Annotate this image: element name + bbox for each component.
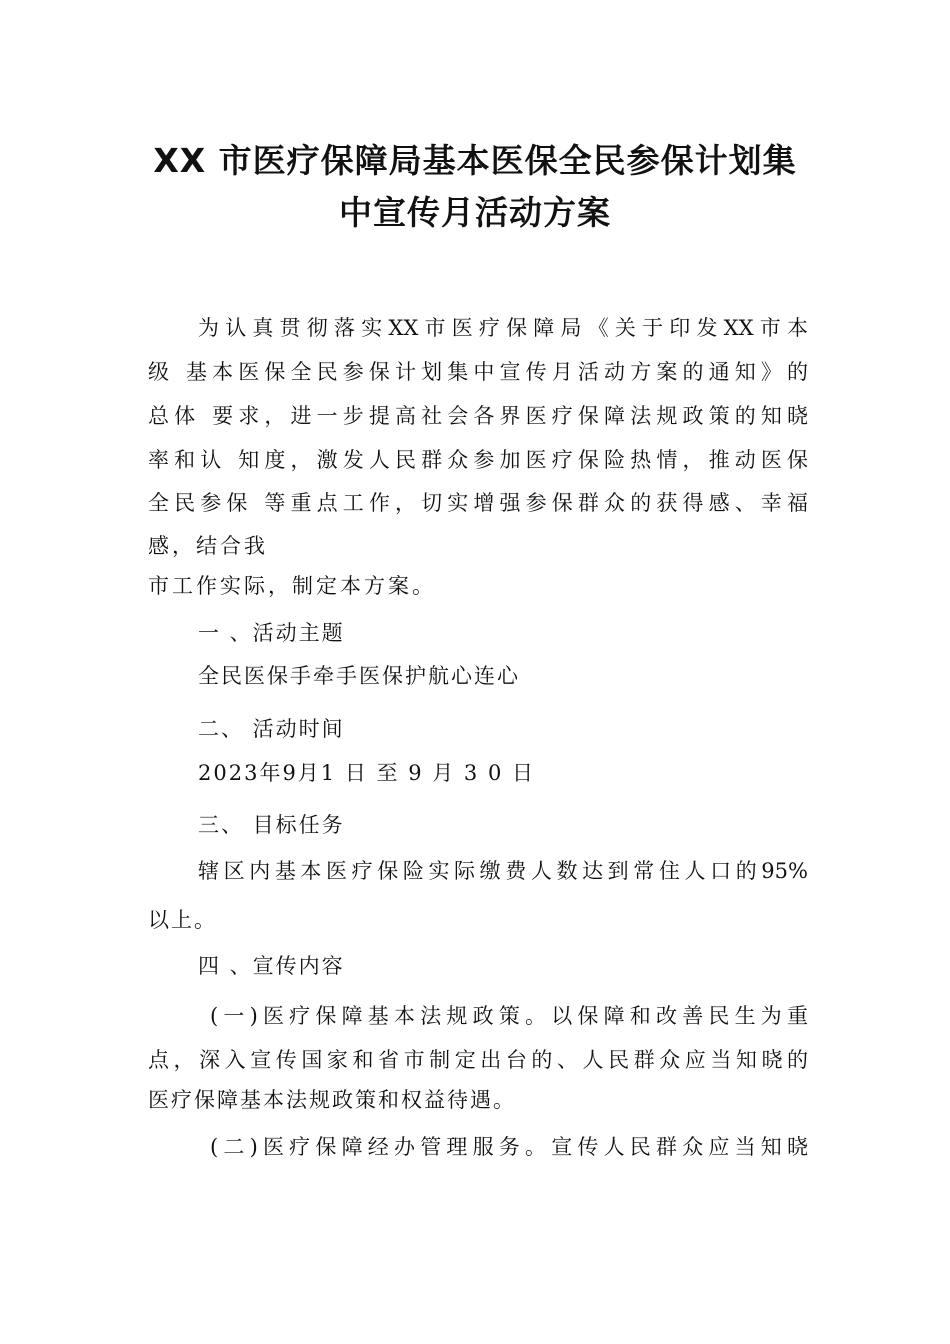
- content-item-1: 医疗保障基本法规政策和权益待遇。: [148, 1088, 516, 1112]
- section-heading-goal: 三、 目标任务: [198, 813, 345, 837]
- section-text-theme: 全民医保手牵手医保护航心连心: [198, 664, 520, 688]
- intro-line: 总体 要求，进一步提高社会各界医疗保障法规政策的知晓: [148, 404, 808, 428]
- document-title-line-1: XX 市医疗保障局基本医保全民参保计划集: [153, 141, 797, 180]
- intro-line: 为认真贯彻落实XX市医疗保障局《关于印发XX市本: [198, 316, 808, 340]
- intro-line: 市工作实际，制定本方案。: [148, 574, 436, 598]
- document-title-line-2: 中宣传月活动方案: [339, 193, 611, 232]
- intro-line: 级 基本医保全民参保计划集中宣传月活动方案的通知》的: [148, 360, 808, 384]
- content-item-1: 点，深入宣传国家和省市制定出台的、人民群众应当知晓的: [148, 1048, 808, 1072]
- content-item-1: (一)医疗保障基本法规政策。以保障和改善民生为重: [210, 1004, 808, 1028]
- intro-line: 感，结合我: [148, 534, 268, 558]
- section-heading-theme: 一 、活动主题: [198, 621, 345, 645]
- section-text-goal: 辖区内基本医疗保险实际缴费人数达到常住人口的95%: [198, 859, 808, 883]
- content-item-2: (二)医疗保障经办管理服务。宣传人民群众应当知晓: [210, 1135, 808, 1159]
- section-heading-content: 四 、宣传内容: [198, 954, 345, 978]
- intro-line: 全民参保 等重点工作，切实增强参保群众的获得感、幸福: [148, 491, 808, 515]
- section-text-time: 2023年9月1 日 至 9 月 3 0 日: [198, 761, 535, 785]
- section-text-goal: 以上。: [148, 908, 217, 932]
- intro-line: 率和认 知度，激发人民群众参加医疗保险热情，推动医保: [148, 448, 808, 472]
- section-heading-time: 二、 活动时间: [198, 717, 345, 741]
